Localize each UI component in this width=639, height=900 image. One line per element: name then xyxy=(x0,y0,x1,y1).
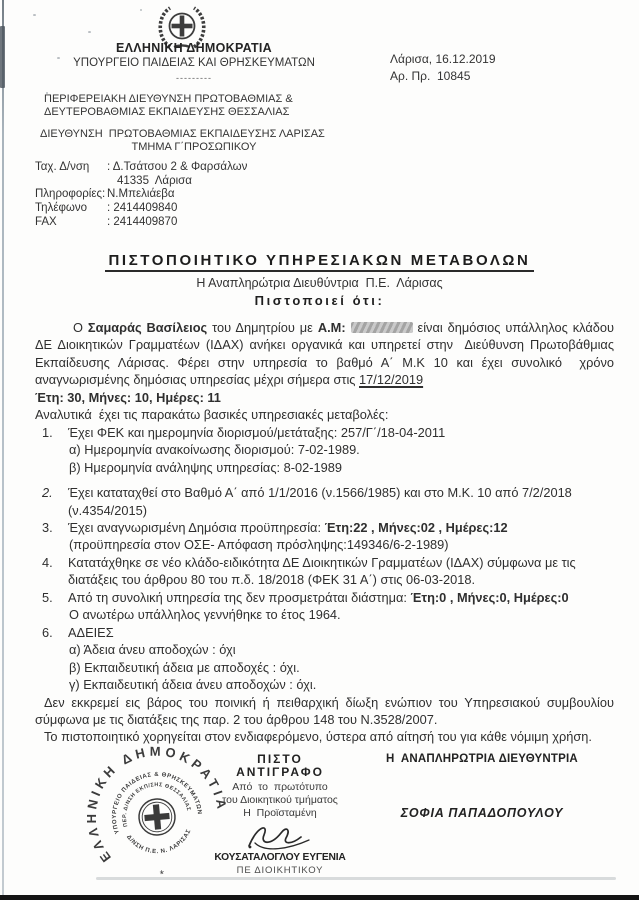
letterhead-regional-line1: ΠΕΡΙΦΕΡΕΙΑΚΗ ΔΙΕΥΘΥΝΣΗ ΠΡΩΤΟΒΑΘΜΙΑΣ & xyxy=(44,92,293,105)
list-item-3-sub-a: (προϋπηρεσία στον ΟΣΕ- Απόφαση πρόσληψης:149346/6-2-1989) xyxy=(69,537,449,553)
list-item-6-sub-a: α) Άδεια άνευ αποδοχών : όχι xyxy=(69,642,236,658)
fax-value: : 2414409870 xyxy=(107,215,178,228)
certifies-line: Πιστοποιεί ότι: xyxy=(254,293,385,308)
stamp-outer-text: ΕΛΛΗΝΙΚΗ ΔΗΜΟΚΡΑΤΙΑ xyxy=(83,743,231,865)
clerk-name: ΚΟΥΣΑΤΑΛΟΓΛΟΥ ΕΥΓΕΝΙΑ xyxy=(214,852,346,863)
item-text: Έχει ΦΕΚ και ημερομηνία διορισμού/μετάταξης: 257/Γ΄/18-04-2011 xyxy=(68,424,446,440)
list-item-1-sub-b: β) Ημερομηνία ανάληψης υπηρεσίας: 8-02-1989 xyxy=(69,459,342,475)
letterhead-republic: ΕΛΛΗΝΙΚΗ ΔΗΜΟΚΡΑΤΙΑ xyxy=(115,41,272,55)
document-body xyxy=(35,319,618,746)
item-text: ΑΔΕΙΕΣ xyxy=(68,624,114,640)
issuer-line: Η Αναπληρώτρια Διευθύντρια Π.Ε. Λάρισας xyxy=(196,276,443,290)
contact-address-row xyxy=(35,161,247,175)
document-title: ΠΙΣΤΟΠΟΙΗΤΙΚΟ ΥΠΗΡΕΣΙΑΚΩΝ ΜΕΤΑΒΟΛΩΝ xyxy=(105,252,535,272)
date-protocol-block xyxy=(390,51,496,85)
signatory-role: Η ΑΝΑΠΛΗΡΩΤΡΙΑ ΔΙΕΥΘΥΝΤΡΙΑ xyxy=(386,753,578,765)
list-item-2 xyxy=(35,484,614,519)
item-text: Έχει καταταχθεί στο Βαθμό Α΄ από 1/1/2016 (ν.1566/1985) και στο Μ.Κ. 10 από 7/2/2018 (ν.4354/2015) xyxy=(68,485,572,518)
contact-phone-row xyxy=(35,202,247,216)
letterhead-divider: --------- xyxy=(176,73,212,83)
intro-text-1: Ο xyxy=(73,320,88,335)
clerk-title: ΠΕ ΔΙΟΙΚΗΤΙΚΟΥ xyxy=(236,865,324,876)
info-label: Πληροφορίες: xyxy=(35,188,106,201)
list-item-5-sub-a: Ο ανωτέρω υπάλληλος γεννήθηκε το έτος 1964. xyxy=(69,607,341,623)
scan-artifact xyxy=(0,895,639,900)
svg-text:Δ/ΝΣΗ Π.Ε. Ν. ΛΑΡΙΣΑΣ xyxy=(125,828,195,858)
address-value: : Δ.Τσάτσου 2 & Φαρσάλων xyxy=(107,161,248,173)
list-item-4 xyxy=(35,554,614,589)
title-block xyxy=(0,252,639,308)
item-text-normal: Έχει αναγνωρισμένη Δημόσια προϋπηρεσία: xyxy=(68,519,325,535)
item-text: Κατατάχθηκε σε νέο κλάδο-ειδικότητα ΔΕ Διοικητικών Γραμματέων (ΙΔΑΧ) σύμφωνα με τις διατάξεις του άρθρου 80 του π.δ. 18/2018 (ΦΕΚ 31 Α΄) στις 06-03-2018. xyxy=(68,554,576,588)
scan-artifact xyxy=(0,26,5,88)
item-number: 4. xyxy=(42,554,53,570)
contact-info-row xyxy=(35,188,247,202)
list-item-1-sub-a: α) Ημερομηνία ανακοίνωσης διορισμού: 7-02-1989. xyxy=(69,442,360,458)
stamp-ring2-text: ΠΕΡ. Δ/ΝΣΗ ΕΚΠ/ΣΗΣ ΘΕΣΣΑΛΙΑΣ xyxy=(121,782,192,828)
scan-artifact xyxy=(88,31,91,33)
item-number: 2. xyxy=(42,485,53,501)
registry-number-label: Α.Μ: xyxy=(317,320,346,335)
letterhead-regional-line2: ΔΕΥΤΕΡΟΒΑΘΜΙΑΣ ΕΚΠΑΙΔΕΥΣΗΣ ΘΕΣΣΑΛΙΑΣ xyxy=(44,106,290,118)
item-number: 6. xyxy=(42,624,53,640)
list-intro: Αναλυτικά έχει τις παρακάτω βασικές υπηρεσιακές μεταβολές: xyxy=(35,407,389,423)
list-item-1 xyxy=(35,424,614,441)
list-item-6-sub-c: γ) Εκπαιδευτική άδεια άνευ αποδοχών : όχι. xyxy=(69,677,317,693)
scan-artifact xyxy=(140,9,142,11)
address-value-line2: 41335 Λάρισα xyxy=(117,174,192,187)
employee-name: Σαμαράς Βασίλειος xyxy=(87,320,208,335)
certified-copy-line3: του Διοικητικού τμήματος xyxy=(222,794,338,806)
stamp-ring1-text: ΥΠΟΥΡΓΕΙΟ ΠΑΙΔΕΙΑΣ & ΘΡΗΣΚΕΥΜΑΤΩΝ xyxy=(111,771,203,835)
signatory-block xyxy=(372,753,592,820)
stamp-bottom-text: Δ/ΝΣΗ Π.Ε. Ν. ΛΑΡΙΣΑΣ xyxy=(125,828,193,856)
item-number: 1. xyxy=(42,424,53,440)
letterhead xyxy=(28,42,360,155)
certified-copy-title: ΠΙΣΤΟ ΑΝΤΙΓΡΑΦΟ xyxy=(236,752,324,779)
protocol-number: Αρ. Πρ. 10845 xyxy=(390,69,471,83)
scan-artifact xyxy=(33,14,36,16)
letterhead-ministry: ΥΠΟΥΡΓΕΙΟ ΠΑΙΔΕΙΑΣ ΚΑΙ ΘΡΗΣΚΕΥΜΑΤΩΝ xyxy=(73,56,315,69)
item-text xyxy=(68,519,614,536)
item-text xyxy=(68,589,614,606)
intro-text-2: του Δημητρίου με xyxy=(207,320,318,335)
item-text-normal: Από τη συνολική υπηρεσία της δεν προσμετράται διάστημα: xyxy=(68,589,411,605)
list-item-6-sub-b: β) Εκπαιδευτική άδεια με αποδοχές : όχι. xyxy=(69,659,300,675)
closing-paragraph-2: Το πιστοποιητικό χορηγείται στον ενδιαφερόμενο, ύστερα από αίτησή του για κάθε νόμιμη χρήση. xyxy=(44,729,592,745)
intro-text-3: είναι δημόσιος υπάλληλος κλάδου ΔΕ Διοικητικών Γραμματέων (ΙΔΑΧ) ανήκει οργανικά και υπηρετεί στην Διεύθυνση Πρωτοβάθμιας Εκπαίδευσης Λάρισας. Φέρει στην υπηρεσία το βαθμό Α΄ Μ.Κ 10 και έχει συνολικό χρόνο αναγνωρισμένης δημόσιας υπηρεσίας μέχρι σήμερα στις xyxy=(35,320,618,388)
item-text-bold: Έτη:22 , Μήνες:02 , Ημέρες:12 xyxy=(324,519,508,535)
total-service-time: Έτη: 30, Μήνες: 10, Ημέρες: 11 xyxy=(35,389,221,405)
list-item-5 xyxy=(35,589,614,606)
letterhead-department: ΤΜΗΜΑ Γ΄ΠΡΟΣΩΠΙΚΟΥ xyxy=(131,141,257,153)
handwritten-signature xyxy=(241,820,319,854)
letterhead-directorate: ΔΙΕΥΘΥΝΣΗ ΠΡΩΤΟΒΑΘΜΙΑΣ ΕΚΠΑΙΔΕΥΣΗΣ ΛΑΡΙΣΑΣ xyxy=(40,127,325,140)
stamp-asterisk: * xyxy=(159,868,165,881)
contact-info xyxy=(35,161,247,230)
scan-artifact xyxy=(2,0,4,896)
intro-paragraph xyxy=(35,319,618,389)
certified-copy-line2: Από το πρωτότυπο xyxy=(232,781,328,793)
redacted-registry-number xyxy=(351,322,413,333)
info-value: Ν.Μπελιάεβα xyxy=(107,188,175,201)
contact-fax-row xyxy=(35,216,247,230)
signatory-name: ΣΟΦΙΑ ΠΑΠΑΔΟΠΟΥΛΟΥ xyxy=(400,806,564,820)
city-date: Λάρισα, 16.12.2019 xyxy=(390,52,496,66)
item-number: 5. xyxy=(42,589,53,605)
reference-date: 17/12/2019 xyxy=(359,372,424,388)
list-item-3 xyxy=(35,519,614,536)
list-item-6 xyxy=(35,624,614,641)
phone-label: Τηλέφωνο xyxy=(35,202,88,215)
certified-copy-line4: Η Προϊσταμένη xyxy=(243,807,317,819)
closing-paragraph-1: Δεν εκκρεμεί εις βάρος του ποινική ή πειθαρχική δίωξη ενώπιον του Υπηρεσιακού συμβουλίου σύμφωνα με τις διατάξεις της παρ. 2 του άρθρου 148 του Ν.3528/2007. xyxy=(35,694,614,727)
phone-value: : 2414409840 xyxy=(107,202,178,215)
certified-copy-block xyxy=(210,753,350,877)
item-text-bold: Έτη:0 , Μήνες:0, Ημέρες:0 xyxy=(410,589,569,605)
item-number: 3. xyxy=(42,519,53,535)
fax-label: FAX xyxy=(35,215,57,228)
address-label: Ταχ. Δ/νση xyxy=(35,161,90,173)
